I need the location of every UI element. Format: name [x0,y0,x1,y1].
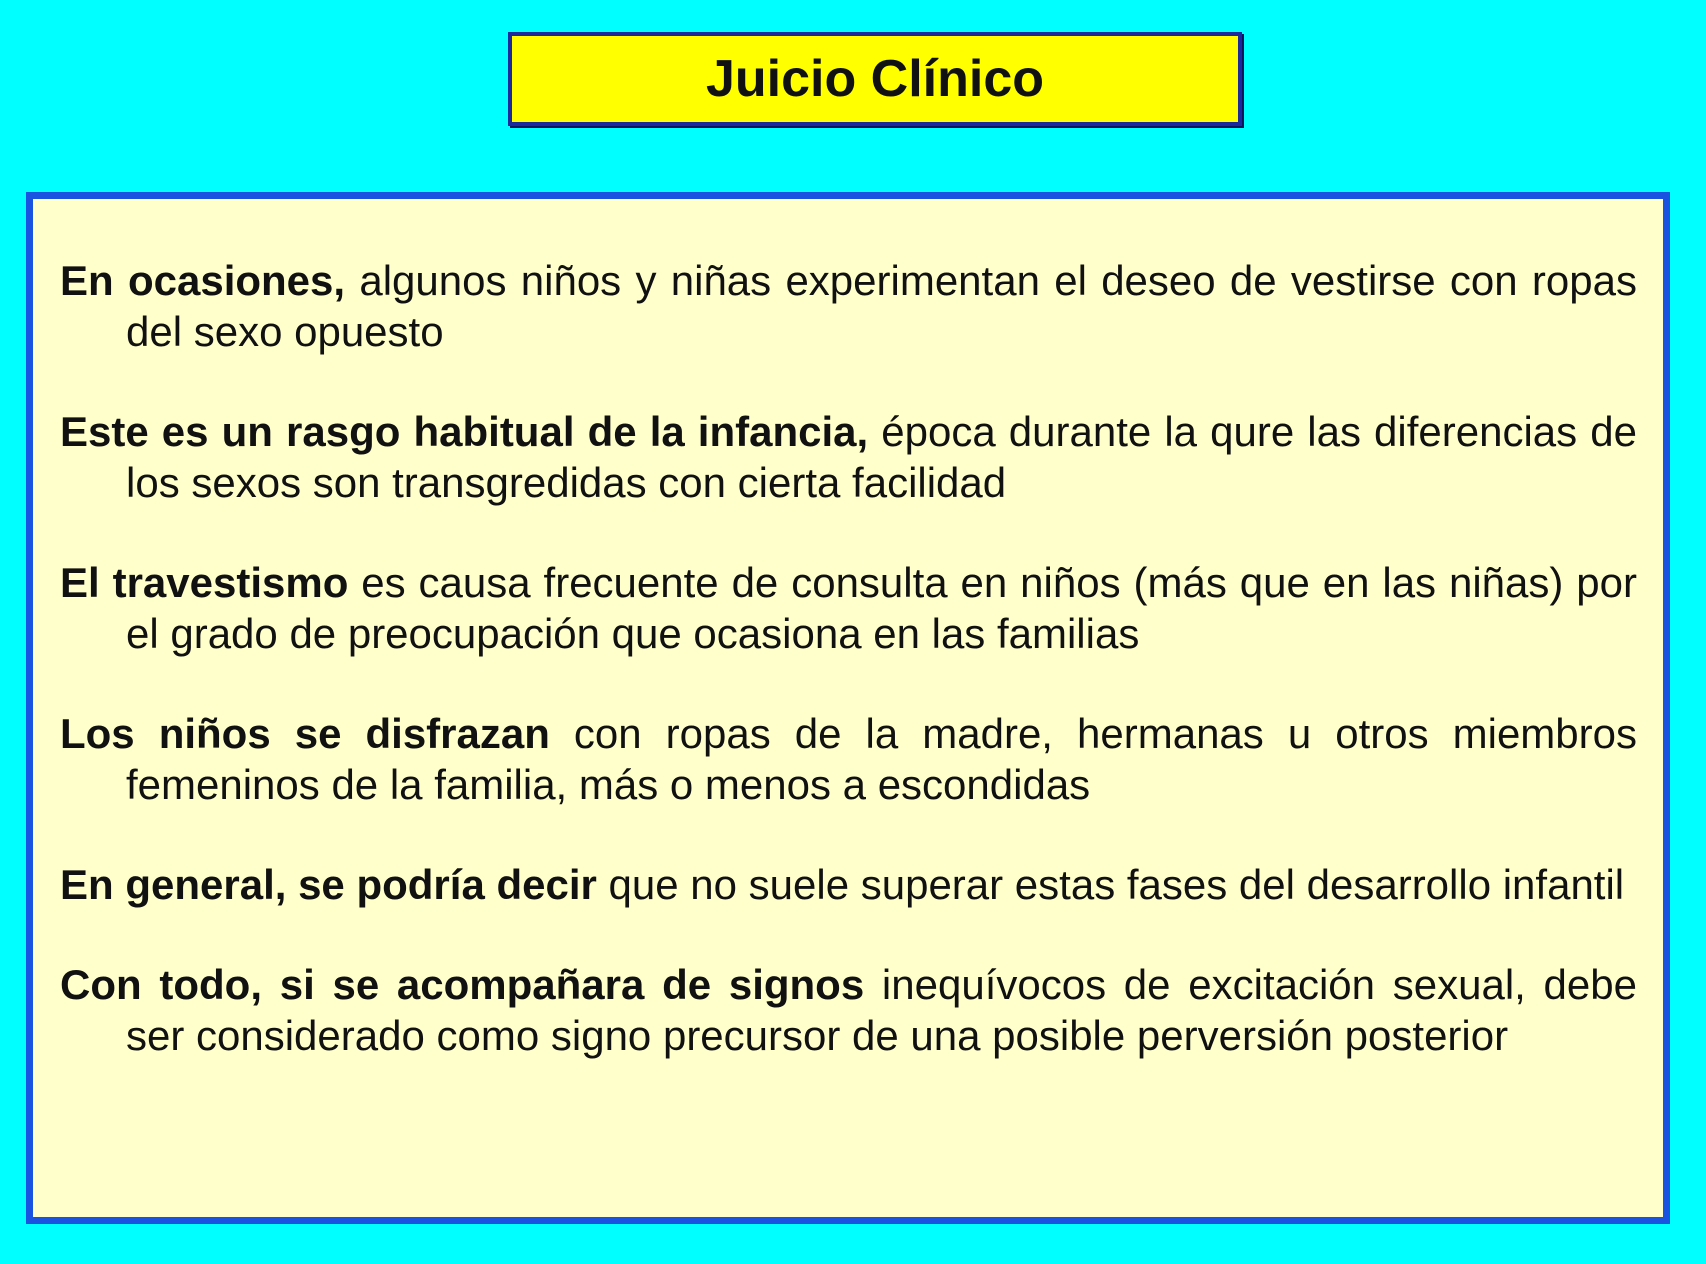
paragraph-1-text: algunos niños y niñas experimentan el deseo de vestirse con ropas del sexo opuesto [126,257,1637,355]
paragraph-2-text: época durante la qure las diferencias de los sexos son transgredidas con cierta facilidad [126,408,1637,506]
paragraph-6 [60,959,1637,1061]
paragraph-6-text: inequívocos de excitación sexual, debe ser considerado como signo precursor de una posible perversión posterior [126,961,1637,1059]
paragraph-3-text: es causa frecuente de consulta en niños (más que en las niñas) por el grado de preocupación que ocasiona en las familias [126,559,1637,657]
paragraph-4-text: con ropas de la madre, hermanas u otros miembros femeninos de la familia, más o menos a escondidas [126,710,1637,808]
title-box [508,32,1242,126]
paragraph-5-bold: En general, se podría decir [60,861,597,908]
paragraph-3 [60,557,1637,659]
paragraph-2 [60,406,1637,508]
paragraph-4-bold: Los niños se disfrazan [60,710,550,757]
paragraph-1-bold: En ocasiones, [60,257,346,304]
paragraph-2-bold: Este es un rasgo habitual de la infancia, [60,408,869,455]
paragraph-5-text: que no suele superar estas fases del desarrollo infantil [596,861,1625,908]
page-title: Juicio Clínico [705,50,1045,108]
paragraph-5 [60,859,1637,910]
content-box [26,192,1670,1224]
paragraph-4 [60,708,1637,810]
paragraph-3-bold: El travestismo [60,559,349,606]
paragraph-6-bold: Con todo, si se acompañara de signos [60,961,865,1008]
paragraph-1 [60,255,1637,357]
